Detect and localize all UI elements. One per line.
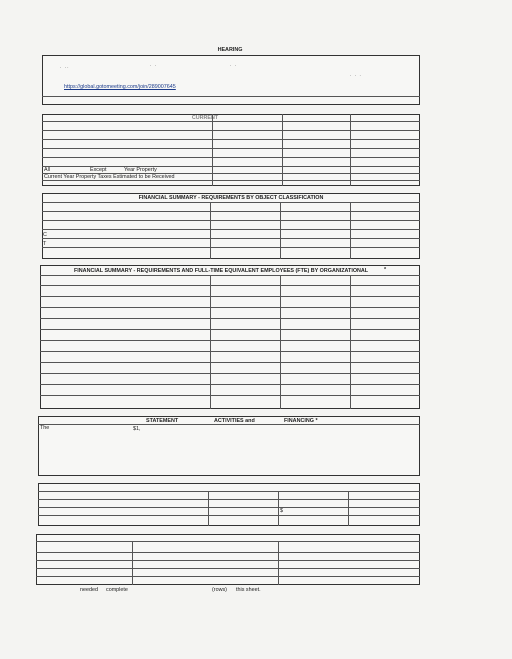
row-line (40, 395, 420, 396)
row-label-except: Except (90, 167, 107, 173)
column-divider (278, 541, 279, 585)
section-title: CURRENT (191, 115, 219, 121)
speckle: . . (230, 62, 238, 68)
row-line (40, 340, 420, 341)
meeting-link[interactable]: https://global.gotomeeting.com/join/289007645 (64, 84, 176, 90)
row-line (40, 307, 420, 308)
row-line (40, 384, 420, 385)
section-title: FINANCIAL SUMMARY - REQUIREMENTS AND FULL-TIME EQUIVALENT EMPLOYEES (FTE) BY ORGANIZATIONAL (74, 268, 369, 274)
row-line (42, 180, 420, 181)
row-line (42, 238, 420, 239)
footer-rows: (rows) (212, 587, 227, 593)
summary-box (38, 483, 420, 526)
row-line (40, 373, 420, 374)
row-line (40, 275, 420, 276)
column-divider (278, 491, 279, 526)
column-divider (350, 114, 351, 186)
row-line (36, 552, 420, 553)
row-line (38, 515, 420, 516)
divider (42, 96, 420, 97)
row-line (42, 229, 420, 230)
row-label-year-property: Year Property (124, 167, 157, 173)
row-line (38, 424, 420, 425)
fte-box (40, 265, 420, 409)
asterisk: * (384, 267, 387, 273)
statement-the: The (40, 425, 50, 431)
row-line (36, 576, 420, 577)
row-line (40, 329, 420, 330)
row-label-all: All (44, 167, 50, 173)
row-line (42, 139, 420, 140)
statement-amount: $1, (133, 426, 141, 432)
row-line (38, 507, 420, 508)
column-divider (212, 114, 213, 186)
row-line (42, 148, 420, 149)
speckle: . . . (350, 72, 362, 78)
column-divider (132, 541, 133, 585)
speckle: . .. (60, 64, 70, 70)
column-divider (208, 491, 209, 526)
row-line (40, 318, 420, 319)
row-line (36, 568, 420, 569)
statement-label: STATEMENT (146, 418, 179, 424)
row-line (40, 362, 420, 363)
footer-needed: needed (80, 587, 98, 593)
row-line (42, 220, 420, 221)
activities-label: ACTIVITIES and (214, 418, 255, 424)
column-divider (282, 114, 283, 186)
row-label-t: T (43, 241, 47, 247)
row-line (38, 491, 420, 492)
column-divider (348, 491, 349, 526)
row-line (42, 121, 420, 122)
footer-complete: complete (106, 587, 128, 593)
section-title: FINANCIAL SUMMARY - REQUIREMENTS BY OBJECT CLASSIFICATION (138, 195, 324, 201)
dollar-sign: $ (280, 508, 283, 514)
row-line (42, 202, 420, 203)
row-line (40, 285, 420, 286)
speckle: . . (150, 62, 158, 68)
row-line (42, 247, 420, 248)
row-line (40, 351, 420, 352)
statement-box (38, 416, 420, 476)
row-label-c: C (43, 232, 47, 238)
row-line (38, 499, 420, 500)
row-label-taxes: Current Year Property Taxes Estimated to be Received (44, 174, 175, 180)
row-line (36, 560, 420, 561)
page-title: HEARING (217, 47, 243, 53)
footer-this-sheet: this sheet. (236, 587, 261, 593)
row-line (42, 157, 420, 158)
row-line (42, 130, 420, 131)
row-line (40, 296, 420, 297)
row-line (36, 541, 420, 542)
row-line (42, 211, 420, 212)
financing-label: FINANCING * (284, 418, 318, 424)
